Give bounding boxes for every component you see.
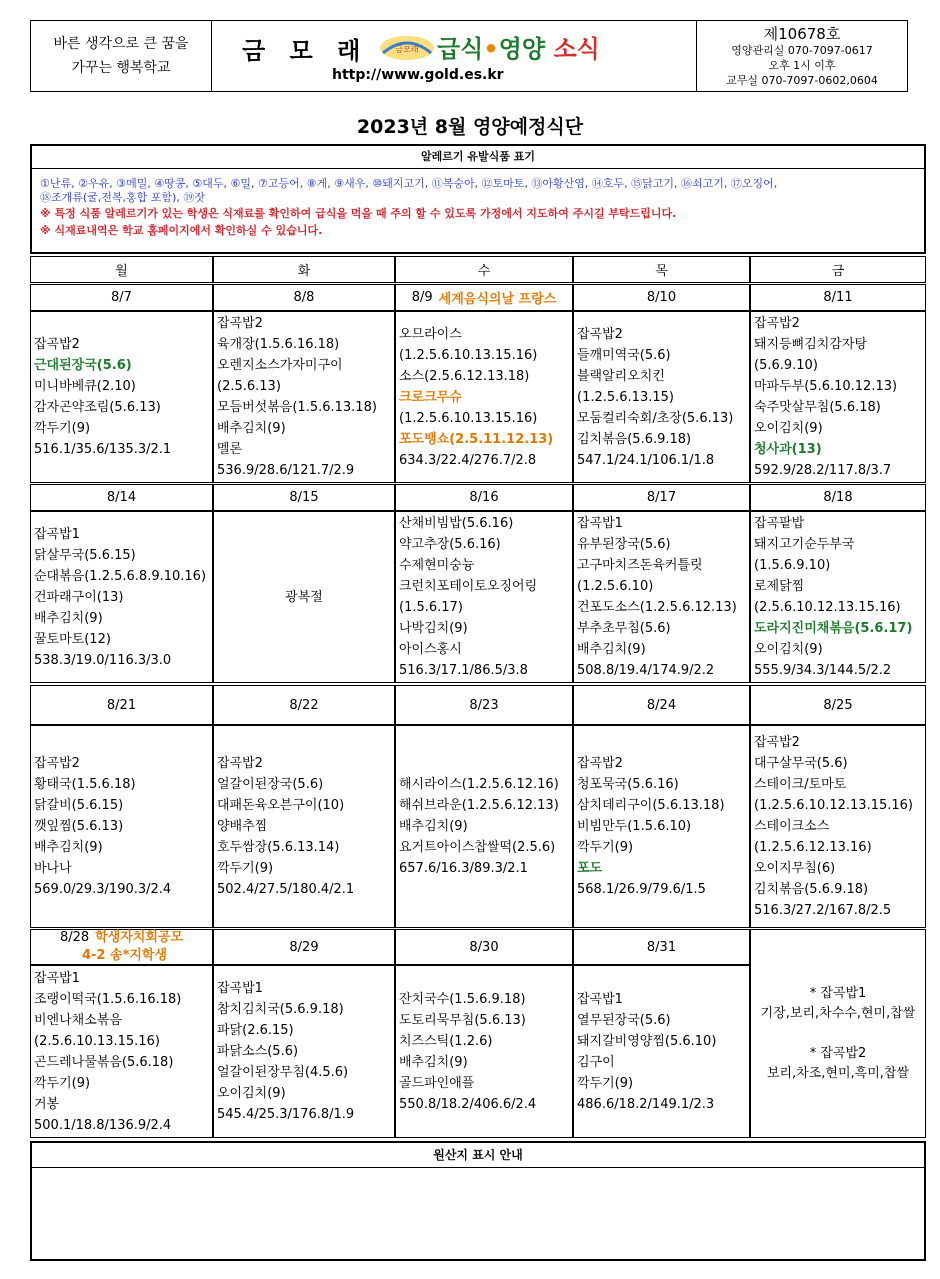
menu-item: 634.3/22.4/276.7/2.8 — [399, 452, 537, 468]
menu-item: 돼지등뼈김치감자탕 — [754, 337, 868, 352]
menu-item: 대구살무국(5.6) — [754, 756, 848, 771]
menu-item: 아이스홍시 — [399, 642, 462, 657]
date-label: 8/31 — [646, 939, 677, 955]
day-header-1: 화 — [213, 256, 395, 283]
menu-item: 깍두기(9) — [34, 1075, 91, 1091]
date-cell — [213, 484, 395, 511]
menu-item: 잡곡밥1 — [34, 970, 80, 986]
menu-item: 비엔나채소볶음 — [34, 1012, 122, 1028]
menu-item: 잡곡밥1 — [34, 526, 80, 542]
menu-item: 잡곡밥2 — [577, 756, 623, 771]
menu-item: 547.1/24.1/106.1/1.8 — [577, 452, 715, 468]
info-line-3: 교무실 070-7097-0602,0604 — [726, 73, 878, 87]
menu-cell — [213, 725, 395, 928]
note-line: * 잡곡밥2 — [809, 1045, 867, 1061]
menu-item: 502.4/27.5/180.4/2.1 — [217, 882, 355, 897]
allergy-notice — [30, 144, 926, 254]
menu-item: 잡곡밥2 — [577, 326, 623, 342]
menu-item: 486.6/18.2/149.1/2.3 — [577, 1096, 715, 1112]
date-cell — [750, 685, 926, 725]
allergy-heading: 알레르기 유발식품 표기 — [32, 146, 924, 169]
menu-item: 오렌지소스가자미구이 — [217, 358, 343, 373]
menu-item: 오이지무침(6) — [754, 861, 836, 876]
menu-item: 잔치국수(1.5.6.9.18) — [399, 991, 526, 1007]
menu-item: 657.6/16.3/89.3/2.1 — [399, 861, 528, 876]
menu-item: 양배추찜 — [217, 819, 268, 834]
svg-text:금모래: 금모래 — [395, 45, 419, 54]
menu-item: 육개장(1.5.6.16.18) — [217, 337, 340, 352]
menu-item: (1.2.5.6.10.13.15.16) — [399, 410, 538, 426]
menu-item: 삼치데리구이(5.6.13.18) — [577, 798, 725, 813]
menu-item: 해시라이스(1.2.5.6.12.16) — [399, 777, 559, 792]
menu-item: (1.2.5.6.12.13.16) — [754, 840, 872, 855]
allergy-note-2: ※ 식재료내역은 학교 홈페이지에서 확인하실 수 있습니다. — [40, 224, 323, 237]
school-logo-icon — [377, 33, 437, 63]
menu-item: 요거트아이스찹쌀떡(2.5.6) — [399, 840, 556, 855]
menu-item: 도라지진미채볶음(5.6.17) — [754, 621, 913, 636]
menu-cell — [30, 965, 213, 1138]
menu-item: 순대볶음(1.2.5.6.8.9.10.16) — [34, 568, 207, 584]
menu-item: 잡곡밥2 — [34, 337, 80, 352]
menu-item: 크런치포테이토오징어링 — [399, 579, 538, 594]
menu-item: 배추김치(9) — [399, 819, 468, 834]
date-label: 8/8 — [293, 290, 315, 305]
date-cell — [573, 284, 750, 311]
menu-item: 잡곡밥2 — [217, 316, 263, 331]
menu-item: 파닭소스(5.6) — [217, 1044, 299, 1059]
menu-item: 깻잎찜(5.6.13) — [34, 819, 124, 834]
date-label: 8/11 — [823, 290, 853, 305]
menu-item: 골드파인애플 — [399, 1075, 475, 1091]
school-url-link[interactable]: http://www.gold.es.kr — [332, 67, 504, 83]
menu-item: 조랭이떡국(1.5.6.16.18) — [34, 991, 182, 1007]
date-label: 8/9 — [411, 290, 433, 305]
newsletter-header — [30, 20, 908, 92]
day-header-3: 목 — [573, 256, 750, 283]
note-line: 보리,차조,현미,흑미,찹쌀 — [766, 1065, 910, 1081]
origin-info — [30, 1141, 926, 1261]
menu-cell — [395, 725, 573, 928]
menu-item: 배추김치(9) — [577, 642, 646, 657]
menu-item: 550.8/18.2/406.6/2.4 — [399, 1096, 537, 1112]
menu-item: 산채비빔밥(5.6.16) — [399, 516, 514, 531]
issue-info — [697, 21, 907, 91]
menu-cell — [30, 725, 213, 928]
date-label: 8/17 — [646, 490, 677, 505]
menu-item: 568.1/26.9/79.6/1.5 — [577, 882, 706, 897]
menu-item: 모둠컬리숙회/초장(5.6.13) — [577, 410, 734, 426]
allergy-notes — [32, 205, 924, 239]
menu-item: 잡곡밥2 — [754, 316, 800, 331]
menu-item: 516.1/35.6/135.3/2.1 — [34, 442, 172, 457]
menu-cell — [573, 311, 750, 483]
date-cell — [395, 929, 573, 965]
menu-item: 508.8/19.4/174.9/2.2 — [577, 663, 715, 678]
menu-item: 스테이크/토마토 — [754, 777, 847, 792]
origin-heading: 원산지 표시 안내 — [32, 1143, 924, 1168]
menu-item: 592.9/28.2/117.8/3.7 — [754, 463, 892, 478]
menu-cell — [395, 965, 573, 1138]
menu-item: 545.4/25.3/176.8/1.9 — [217, 1107, 355, 1122]
allergy-note-1: ※ 특정 식품 알레르기가 있는 학생은 식재료를 확인하여 급식을 먹을 때 주의 할 수 있도록 가정에서 지도하여 주시길 부탁드립니다. — [40, 207, 677, 220]
event-label: 세계음식의날 프랑스 — [438, 292, 557, 307]
menu-item: 스테이크소스 — [754, 819, 830, 834]
date-cell — [573, 685, 750, 725]
menu-item: 청포묵국(5.6.16) — [577, 777, 679, 792]
menu-item: 얼갈이된장무침(4.5.6) — [217, 1065, 349, 1080]
date-label: 8/18 — [823, 490, 853, 505]
menu-item: 도토리묵무침(5.6.13) — [399, 1012, 526, 1028]
menu-item: 건포도소스(1.2.5.6.12.13) — [577, 600, 737, 615]
menu-item: 포도뱅쇼(2.5.11.12.13) — [399, 431, 554, 447]
date-label: 8/14 — [106, 490, 137, 505]
menu-cell — [750, 725, 926, 928]
menu-item: 비빔만두(1.5.6.10) — [577, 819, 692, 834]
menu-item: 돼지갈비영양찜(5.6.10) — [577, 1033, 717, 1049]
menu-item: 배추김치(9) — [399, 1054, 468, 1070]
menu-item: 소스(2.5.6.12.13.18) — [399, 368, 530, 384]
menu-item: 538.3/19.0/116.3/3.0 — [34, 652, 172, 668]
page-title: 2023년 8월 영양예정식단 — [356, 116, 584, 138]
menu-item: 근대된장국(5.6) — [34, 358, 132, 373]
school-slogan — [31, 21, 212, 91]
date-cell — [30, 929, 213, 965]
menu-item: 곤드레나물볶음(5.6.18) — [34, 1054, 174, 1070]
menu-item: 열무된장국(5.6) — [577, 1012, 671, 1028]
date-cell — [395, 484, 573, 511]
menu-item: 김치볶음(5.6.9.18) — [754, 882, 869, 897]
menu-item: (2.5.6.10.13.15.16) — [34, 1033, 160, 1049]
event-sub-label: 4-2 송*지학생 — [81, 948, 168, 963]
menu-item: 유부된장국(5.6) — [577, 537, 671, 552]
day-header-4: 금 — [750, 256, 926, 283]
menu-item: 닭갈비(5.6.15) — [34, 798, 124, 813]
menu-item: 해쉬브라운(1.2.5.6.12.13) — [399, 798, 559, 813]
date-label: 8/29 — [289, 939, 319, 955]
allergy-list-line-1: ①난류, ②우유, ③메밀, ④땅콩, ⑤대두, ⑥밀, ⑦고등어, ⑧게, ⑨새우, ⑩돼지고기, ⑪복숭아, ⑫토마토, ⑬아황산염, ⑭호두, ⑮닭고기, ⑯쇠고기, ⑰오징어, — [40, 177, 778, 190]
menu-item: (1.5.6.9.10) — [754, 558, 831, 573]
menu-item: (1.2.5.6.10) — [577, 579, 654, 594]
menu-item: 부추초무침(5.6) — [577, 621, 671, 636]
menu-item: (2.5.6.10.12.13.15.16) — [754, 600, 901, 615]
date-cell — [395, 685, 573, 725]
menu-item: 오므라이스 — [399, 326, 462, 342]
menu-item: 배추김치(9) — [34, 610, 103, 626]
menu-cell — [750, 511, 926, 683]
menu-item: 황태국(1.5.6.18) — [34, 777, 136, 792]
date-cell — [30, 685, 213, 725]
menu-item: 대패돈육오븐구이(10) — [217, 798, 345, 813]
menu-item: 들깨미역국(5.6) — [577, 347, 671, 363]
school-name: 금 모 래 — [242, 37, 369, 65]
menu-item: 로제닭찜 — [754, 579, 805, 594]
date-label: 8/25 — [823, 697, 853, 713]
menu-item: 깍두기(9) — [577, 840, 634, 855]
menu-cell — [395, 511, 573, 683]
menu-cell — [30, 511, 213, 683]
menu-item: 배추김치(9) — [217, 421, 286, 436]
menu-item: 거봉 — [34, 1096, 60, 1112]
date-label: 8/28 — [59, 930, 90, 945]
menu-item: 꿀토마토(12) — [34, 631, 111, 647]
allergy-list — [32, 169, 924, 205]
menu-item: 김치볶음(5.6.9.18) — [577, 431, 692, 447]
menu-item: 참치김치국(5.6.9.18) — [217, 1002, 344, 1017]
menu-item: 536.9/28.6/121.7/2.9 — [217, 463, 355, 478]
menu-item: 닭살무국(5.6.15) — [34, 547, 136, 563]
menu-item: 잡곡밥1 — [577, 516, 623, 531]
menu-item: 잡곡밥1 — [217, 981, 263, 996]
date-label: 8/30 — [469, 939, 499, 955]
multigrain-note — [750, 929, 926, 1138]
menu-item: 건파래구이(13) — [34, 589, 124, 605]
menu-item: 모듬버섯볶음(1.5.6.13.18) — [217, 400, 377, 415]
menu-item: (1.2.5.6.13.15) — [577, 389, 674, 405]
menu-cell — [30, 311, 213, 483]
note-line: * 잡곡밥1 — [809, 985, 867, 1001]
menu-item: 오이김치(9) — [754, 421, 823, 436]
note-line: 기장,보리,차수수,현미,찹쌀 — [760, 1005, 916, 1021]
menu-item: 미니바베큐(2.10) — [34, 379, 136, 394]
menu-cell — [213, 511, 395, 683]
menu-item: 569.0/29.3/190.3/2.4 — [34, 882, 172, 897]
date-label: 8/16 — [469, 490, 499, 505]
info-line-1: 영양관리실 070-7097-0617 — [731, 43, 873, 57]
menu-item: 파닭(2.6.15) — [217, 1023, 294, 1038]
menu-item: 마파두부(5.6.10.12.13) — [754, 379, 898, 394]
menu-item: 배추김치(9) — [34, 840, 103, 855]
menu-cell — [573, 965, 750, 1138]
date-cell — [573, 929, 750, 965]
menu-cell — [395, 311, 573, 483]
menu-item: 얼갈이된장국(5.6) — [217, 777, 324, 792]
slogan-line-2: 가꾸는 행복학교 — [71, 60, 171, 76]
date-label: 8/23 — [469, 697, 499, 713]
date-label: 8/7 — [111, 290, 132, 305]
date-cell — [750, 284, 926, 311]
menu-item: 잡곡팥밥 — [754, 516, 805, 531]
allergy-list-line-2: ⑱조개류(굴,전복,홍합 포함), ⑲잣 — [40, 191, 205, 204]
menu-item: 555.9/34.3/144.5/2.2 — [754, 663, 892, 678]
menu-item: 김구이 — [577, 1054, 615, 1070]
menu-item: (1.2.5.6.10.12.13.15.16) — [754, 798, 913, 813]
menu-cell — [573, 511, 750, 683]
day-header-2: 수 — [395, 256, 573, 283]
event-label: 학생자치회공모 — [95, 930, 184, 945]
menu-item: 잡곡밥1 — [577, 991, 623, 1007]
menu-item: (1.5.6.17) — [399, 600, 463, 615]
menu-item: 약고추장(5.6.16) — [399, 537, 501, 552]
date-cell — [395, 284, 573, 311]
date-label: 8/15 — [289, 490, 319, 505]
date-label: 8/22 — [289, 697, 319, 713]
newsletter-name: 급식•영양 소식 — [437, 35, 600, 63]
menu-item: 오이김치(9) — [217, 1086, 286, 1101]
menu-item: 크로크무슈 — [399, 389, 462, 405]
menu-item: 고구마치즈돈육커틀릿 — [577, 558, 703, 573]
menu-item: 청사과(13) — [754, 442, 822, 457]
menu-item: 수제현미숭늉 — [399, 558, 475, 573]
menu-cell — [750, 311, 926, 483]
date-cell — [30, 284, 213, 311]
info-line-2: 오후 1시 이후 — [768, 58, 836, 72]
menu-item: (5.6.9.10) — [754, 358, 818, 373]
menu-cell — [573, 725, 750, 928]
date-cell — [213, 685, 395, 725]
menu-item: 516.3/27.2/167.8/2.5 — [754, 903, 892, 918]
issue-number: 제10678호 — [763, 24, 841, 43]
date-cell — [213, 284, 395, 311]
date-cell — [573, 484, 750, 511]
date-label: 8/21 — [106, 697, 137, 713]
date-cell — [213, 929, 395, 965]
menu-item: (1.2.5.6.10.13.15.16) — [399, 347, 538, 363]
date-cell — [750, 484, 926, 511]
menu-item: 숙주맛살무침(5.6.18) — [754, 400, 881, 415]
date-cell — [30, 484, 213, 511]
menu-item: (2.5.6.13) — [217, 379, 281, 394]
day-header-0: 월 — [30, 256, 213, 283]
menu-item: 블랙알리오치킨 — [577, 368, 665, 384]
menu-item: 호두쌈장(5.6.13.14) — [217, 840, 340, 855]
menu-item: 516.3/17.1/86.5/3.8 — [399, 663, 528, 678]
menu-item: 포도 — [577, 861, 603, 876]
note-line — [751, 1024, 925, 1044]
menu-item: 잡곡밥2 — [754, 735, 800, 750]
date-label: 8/10 — [646, 290, 677, 305]
menu-item: 잡곡밥2 — [217, 756, 263, 771]
menu-item: 깍두기(9) — [217, 861, 274, 876]
menu-item: 멜론 — [217, 442, 243, 457]
newsletter-title-block — [212, 21, 697, 91]
menu-item: 깍두기(9) — [577, 1075, 634, 1091]
menu-item: 치즈스틱(1.2.6) — [399, 1033, 493, 1049]
menu-item: 잡곡밥2 — [34, 756, 80, 771]
menu-item: 500.1/18.8/136.9/2.4 — [34, 1117, 172, 1133]
menu-cell — [213, 311, 395, 483]
menu-item: 오이김치(9) — [754, 642, 823, 657]
date-line — [60, 929, 183, 947]
slogan-line-1: 바른 생각으로 큰 꿈을 — [53, 36, 189, 52]
menu-item: 바나나 — [34, 861, 72, 876]
menu-item: 돼지고기순두부국 — [754, 537, 855, 552]
menu-item: 광복절 — [285, 589, 323, 605]
date-label: 8/24 — [646, 697, 677, 713]
menu-cell — [213, 965, 395, 1138]
menu-item: 감자곤약조림(5.6.13) — [34, 400, 161, 415]
menu-item: 나박김치(9) — [399, 621, 468, 636]
menu-item: 깍두기(9) — [34, 421, 91, 436]
